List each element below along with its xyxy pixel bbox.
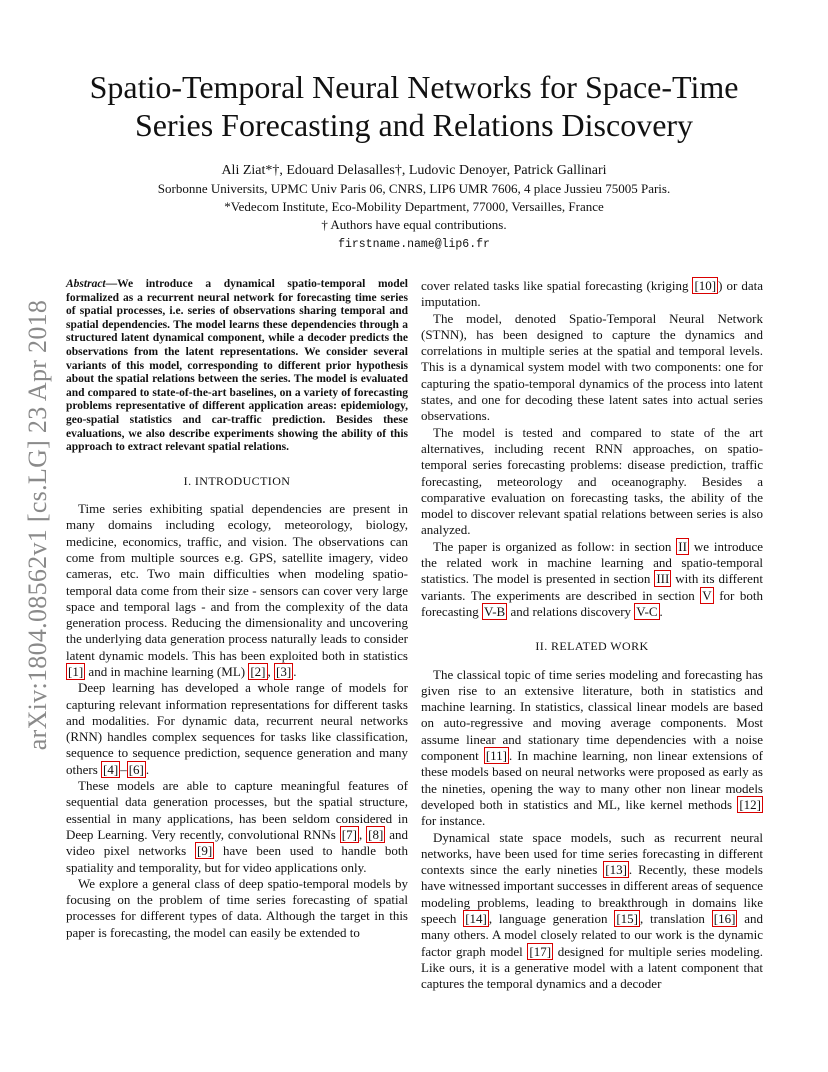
citation-link[interactable]: [3] [276, 663, 292, 679]
citation-link[interactable]: [13] [605, 862, 627, 878]
paragraph: Time series exhibiting spatial dependencies are present in many domains including ecology, meteorology, biology, medicine, economics, traffic, and vision. The observations can come from multiple sources e.g. GPS, satellite imagery, video cameras, etc. Two main difficulties when modeling spatio-temporal data come from their size - sensors can cover very large space and temporal lags - and from the complexity of the data generation process. Reducing the dimensionality and uncovering the underlying data generation process naturally leads to consider latent dynamic models. This has been exploited both in statistics [1] and in machine learning (ML) [2] , [3] . [66, 501, 408, 679]
paragraph: We explore a general class of deep spatio-temporal models by focusing on the problem of time series forecasting of spatial processes for different types of data. Although the target in this paper is forecasting, the model can easily be extended to [66, 875, 408, 940]
paragraph: The model, denoted Spatio-Temporal Neural Network (STNN), has been designed to capture the dynamics and correlations in multiple series at the spatial and temporal levels. This is a dynamical system model with two components: one for capturing the spatio-temporal dynamics of the process into latent states, and one for decoding these latent sates into actual series observations. [421, 310, 763, 424]
paragraph: Dynamical state space models, such as recurrent neural networks, have been used for time series forecasting in different contexts since the early nineties [13] . Recently, these models have witnessed important successes in different areas of sequence modeling problems, leading to breakthrough in domains like speech [14] , language generation [15] , translation [16] and many others. A model closely related to our work is the dynamic factor graph model [17] designed for multiple series modeling. Like ours, it is a generative model with a latent component that captures the temporal dynamics and a decoder [421, 829, 764, 992]
section-link[interactable]: III [656, 571, 670, 587]
affiliation-2: *Vedecom Institute, Eco-Mobility Department, 77000, Versailles, France [224, 199, 604, 214]
citation-link[interactable]: [14] [465, 910, 487, 926]
affiliation-3: † Authors have equal contributions. [321, 217, 507, 232]
arxiv-identifier-text: arXiv:1804.08562v1 [cs.LG] 23 Apr 2018 [23, 299, 52, 751]
citation-link[interactable]: [17] [529, 943, 552, 959]
section-link[interactable]: V [702, 587, 712, 603]
citation-link[interactable]: [8] [368, 826, 384, 842]
right-column [421, 278, 763, 992]
citation-link[interactable]: [11] [485, 748, 507, 764]
citation-link[interactable]: [12] [739, 796, 761, 812]
citation-link[interactable]: [1] [68, 663, 84, 679]
paragraph: These models are able to capture meaningful features of sequential data generation processes, but the spatial structure, essential in many applications, has been seldom considered in Deep Learning. Very recently, convolutional RNNs [7] , [8] and video pixel networks [9] have been used to handle both spatiality and temporality, but for video applications only. [66, 778, 408, 875]
paragraph: The model is tested and compared to state of the art alternatives, including recent RNN approaches, on spatio-temporal series forecasting problems: disease prediction, traffic forecasting, meteorology and oceanography. Besides a comparative evaluation on forecasting tasks, the ability of the model to discover relevant spatial relations between series is also analyzed. [421, 424, 763, 538]
affiliation-1: Sorbonne Universits, UPMC Univ Paris 06, CNRS, LIP6 UMR 7606, 4 place Jussieu 75005 Paris. [157, 181, 671, 196]
citation-link[interactable]: [2] [250, 663, 266, 679]
paragraph: cover related tasks like spatial forecasting (kriging [10] ) or data imputation. [421, 278, 763, 310]
section-link[interactable]: V-C [636, 603, 658, 619]
citation-link[interactable]: [6] [128, 761, 144, 777]
abstract-text: —We introduce a dynamical spatio-temporal model formalized as a recurrent neural network for forecasting time series of spatial processes, i.e. series of observations sharing temporal and spatial dependencies. The model learns these dependencies through a structured latent dynamical component, while a decoder predicts the observations from the latent representations. We consider several variants of this model, corresponding to different prior hypothesis about the spatial relations between the series. The model is evaluated and compared to state-of-the-art baselines, on a variety of forecasting problems representative of different application areas: epidemiology, geo-spatial statistics and car-traffic prediction. Besides these evaluations, we also describe experiments showing the ability of this approach to extract relevant spatial relations. [66, 278, 408, 454]
title-block [60, 68, 768, 254]
paper-title [60, 68, 768, 144]
citation-link[interactable]: [4] [103, 761, 119, 777]
paragraph: The classical topic of time series modeling and forecasting has given rise to an extensive literature, both in statistics and machine learning. In statistics, classical linear models are based on auto-regressive and moving average components. Most assume linear and stationary time dependencies with a noise component [11] . In machine learning, non linear extensions of these models based on neural networks were proposed as early as the nineties, opening the way to many other non linear models developed both in statistics and ML, like kernel methods [12] for instance. [421, 666, 764, 829]
citation-link[interactable]: [10] [694, 278, 717, 293]
section-heading-introduction: I. INTRODUCTION [183, 473, 291, 488]
citation-link[interactable]: [7] [341, 826, 357, 842]
citation-link[interactable]: [9] [197, 843, 213, 859]
left-column [66, 278, 408, 941]
section-link[interactable]: II [678, 538, 687, 554]
abstract-label: Abstract [66, 278, 106, 290]
authors: Ali Ziat*†, Edouard Delasalles†, Ludovic Denoyer, Patrick Gallinari [221, 163, 607, 178]
citation-link[interactable]: [15] [616, 910, 638, 926]
arxiv-identifier [18, 290, 58, 760]
abstract [66, 278, 408, 455]
email: firstname.name@lip6.fr [338, 238, 490, 251]
section-link[interactable]: V-B [484, 603, 506, 619]
title-line-2: Series Forecasting and Relations Discovery [134, 107, 694, 143]
paragraph: Deep learning has developed a whole range of models for capturing relevant information representations for different tasks and modalities. For dynamic data, recurrent neural networks (RNN) handles complex sequences for tasks like classification, sequence to sequence prediction, sequence generation and many others [4] – [6] . [66, 680, 408, 777]
section-heading-related-work: II. RELATED WORK [535, 639, 649, 654]
paragraph: The paper is organized as follow: in section II we introduce the related work in machine learning and spatio-temporal statistics. The model is presented in section III with its different variants. The experiments are described in section V for both forecasting V-B and relations discovery V-C . [421, 538, 763, 619]
citation-link[interactable]: [16] [713, 910, 736, 926]
title-line-1: Spatio-Temporal Neural Networks for Space-Time [89, 69, 739, 105]
